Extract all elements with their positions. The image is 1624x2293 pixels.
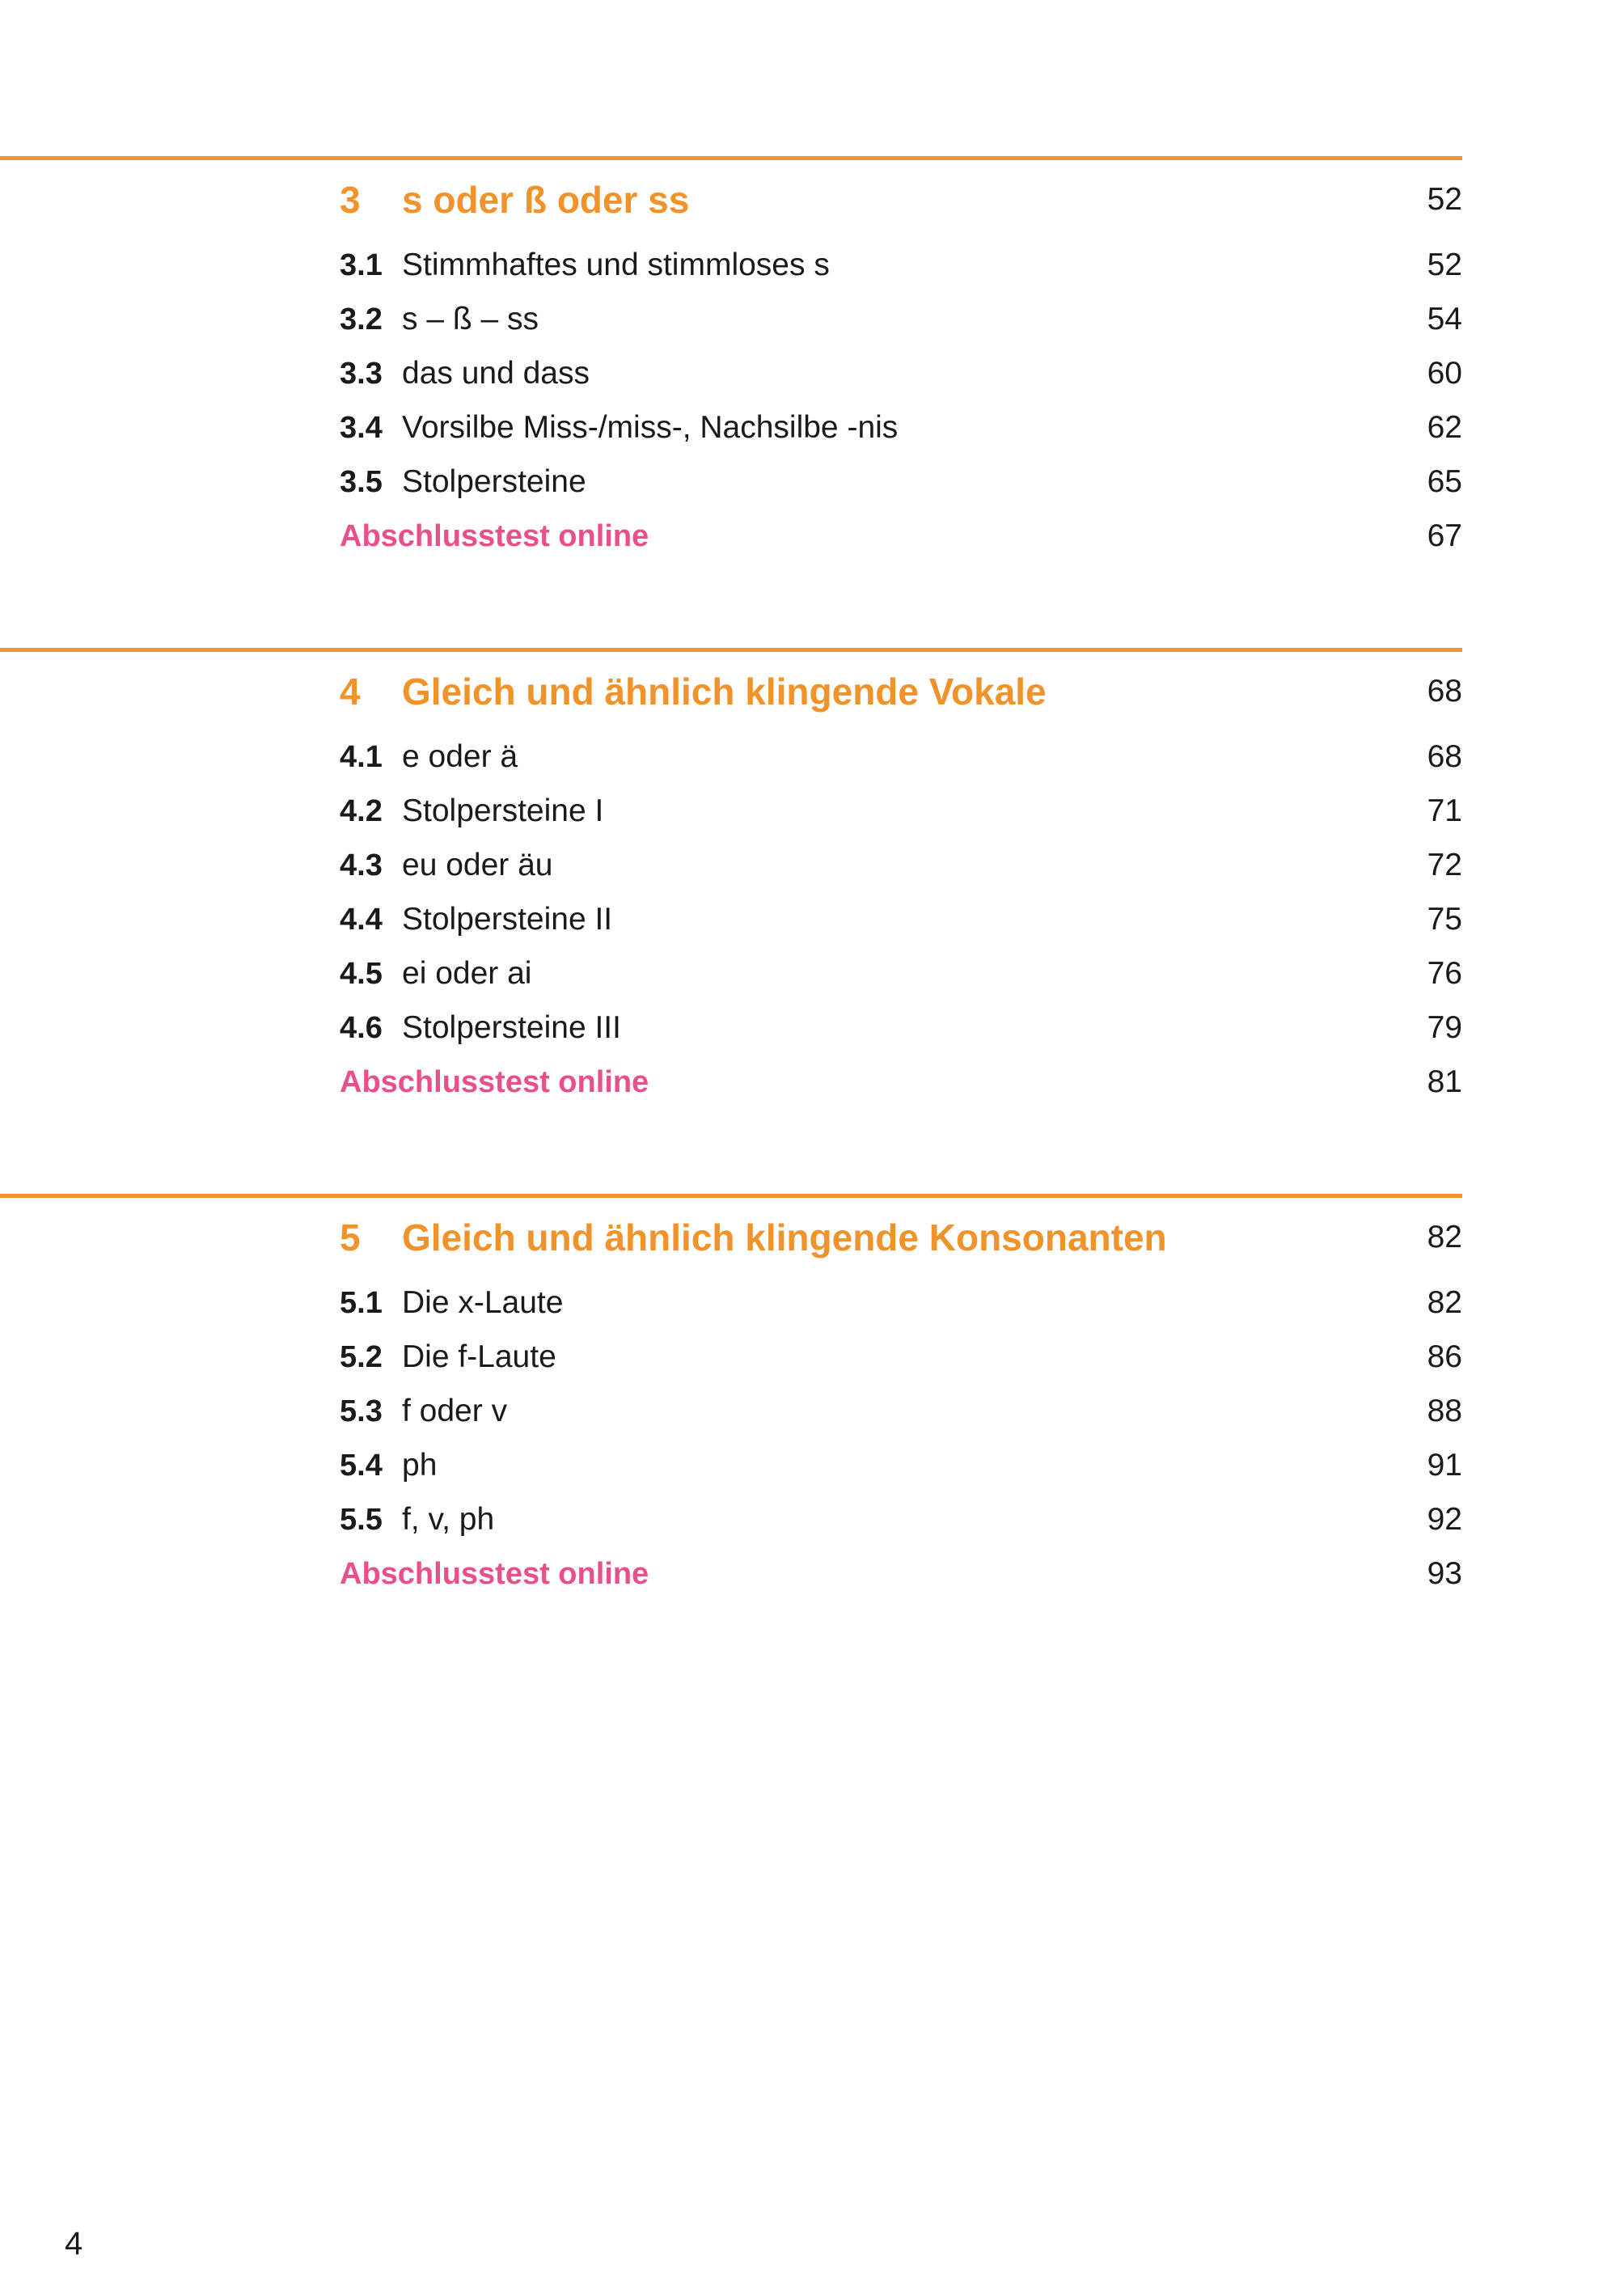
toc-entry[interactable]	[340, 404, 1462, 452]
toc-entry[interactable]	[340, 1333, 1462, 1381]
final-test-title: Abschlusstest online	[340, 1064, 649, 1099]
final-test-link[interactable]	[340, 512, 1462, 561]
toc-entry[interactable]	[340, 1004, 1462, 1052]
chapter-number: 4	[340, 671, 361, 713]
chapter-title: Gleich und ähnlich klingende Vokale	[402, 671, 1047, 713]
section-title: Vorsilbe Miss-/miss-, Nachsilbe -nis	[402, 410, 899, 445]
toc-entry[interactable]	[340, 241, 1462, 290]
final-test-page: 67	[1427, 518, 1462, 553]
section-page: 91	[1427, 1448, 1462, 1483]
section-title: Die f-Laute	[402, 1339, 556, 1374]
section-page: 79	[1427, 1010, 1462, 1045]
chapter-divider	[0, 156, 1462, 160]
section-page: 65	[1427, 464, 1462, 499]
section-title: Stolpersteine III	[402, 1010, 621, 1045]
section-number: 5.3	[340, 1394, 383, 1428]
section-page: 60	[1427, 356, 1462, 391]
section-page: 54	[1427, 302, 1462, 336]
toc-entry[interactable]	[340, 295, 1462, 344]
toc-entry[interactable]	[340, 787, 1462, 836]
section-title: Stolpersteine II	[402, 902, 613, 937]
section-page: 52	[1427, 247, 1462, 282]
section-page: 92	[1427, 1502, 1462, 1537]
section-number: 3.2	[340, 302, 383, 336]
section-page: 76	[1427, 956, 1462, 991]
section-page: 72	[1427, 848, 1462, 882]
page-number: 4	[65, 2226, 83, 2261]
toc-entry[interactable]	[340, 733, 1462, 781]
final-test-title: Abschlusstest online	[340, 518, 649, 553]
section-number: 3.1	[340, 247, 383, 282]
section-page: 71	[1427, 793, 1462, 828]
section-number: 5.5	[340, 1502, 383, 1537]
section-number: 5.4	[340, 1448, 383, 1483]
final-test-link[interactable]	[340, 1058, 1462, 1106]
section-number: 3.3	[340, 356, 383, 391]
chapter-divider	[0, 1194, 1462, 1198]
section-number: 5.1	[340, 1285, 383, 1320]
section-number: 4.2	[340, 793, 383, 828]
section-number: 5.2	[340, 1339, 383, 1374]
chapter-title: Gleich und ähnlich klingende Konsonanten	[402, 1216, 1167, 1259]
final-test-page: 93	[1427, 1556, 1462, 1591]
section-title: s – ß – ss	[402, 302, 539, 336]
section-page: 68	[1427, 739, 1462, 774]
toc-entry[interactable]	[340, 841, 1462, 890]
section-page: 75	[1427, 902, 1462, 937]
section-title: Stolpersteine	[402, 464, 586, 499]
final-test-page: 81	[1427, 1064, 1462, 1099]
section-title: Stolpersteine I	[402, 793, 604, 828]
toc-entry[interactable]	[340, 1279, 1462, 1327]
section-title: ph	[402, 1448, 438, 1483]
toc-entry[interactable]	[340, 1441, 1462, 1490]
section-number: 4.6	[340, 1010, 383, 1045]
section-page: 88	[1427, 1394, 1462, 1428]
final-test-title: Abschlusstest online	[340, 1556, 649, 1591]
section-number: 4.5	[340, 956, 383, 991]
section-title: ei oder ai	[402, 956, 532, 991]
toc-entry[interactable]	[340, 895, 1462, 944]
section-number: 3.5	[340, 464, 383, 499]
section-title: eu oder äu	[402, 848, 553, 882]
chapter-number: 5	[340, 1216, 361, 1259]
section-number: 3.4	[340, 410, 383, 445]
chapter-page: 52	[1427, 182, 1462, 217]
toc-entry[interactable]	[340, 950, 1462, 998]
toc-entry[interactable]	[340, 1496, 1462, 1544]
toc-entry[interactable]	[340, 1387, 1462, 1436]
section-title: Stimmhaftes und stimmloses s	[402, 247, 830, 282]
section-page: 82	[1427, 1285, 1462, 1320]
section-number: 4.3	[340, 848, 383, 882]
final-test-link[interactable]	[340, 1550, 1462, 1598]
chapter-page: 82	[1427, 1220, 1462, 1254]
chapter-heading[interactable]	[340, 667, 1462, 716]
chapter-number: 3	[340, 179, 361, 221]
chapter-title: s oder ß oder ss	[402, 179, 690, 221]
chapter-page: 68	[1427, 674, 1462, 709]
chapter-heading[interactable]	[340, 1213, 1462, 1262]
section-title: Die x-Laute	[402, 1285, 564, 1320]
chapter-heading[interactable]	[340, 176, 1462, 224]
section-title: f oder v	[402, 1394, 508, 1428]
section-page: 62	[1427, 410, 1462, 445]
section-title: e oder ä	[402, 739, 518, 774]
section-title: f, v, ph	[402, 1502, 495, 1537]
section-number: 4.4	[340, 902, 383, 937]
section-number: 4.1	[340, 739, 383, 774]
chapter-divider	[0, 648, 1462, 652]
section-page: 86	[1427, 1339, 1462, 1374]
section-title: das und dass	[402, 356, 590, 391]
toc-entry[interactable]	[340, 458, 1462, 506]
toc-entry[interactable]	[340, 349, 1462, 398]
